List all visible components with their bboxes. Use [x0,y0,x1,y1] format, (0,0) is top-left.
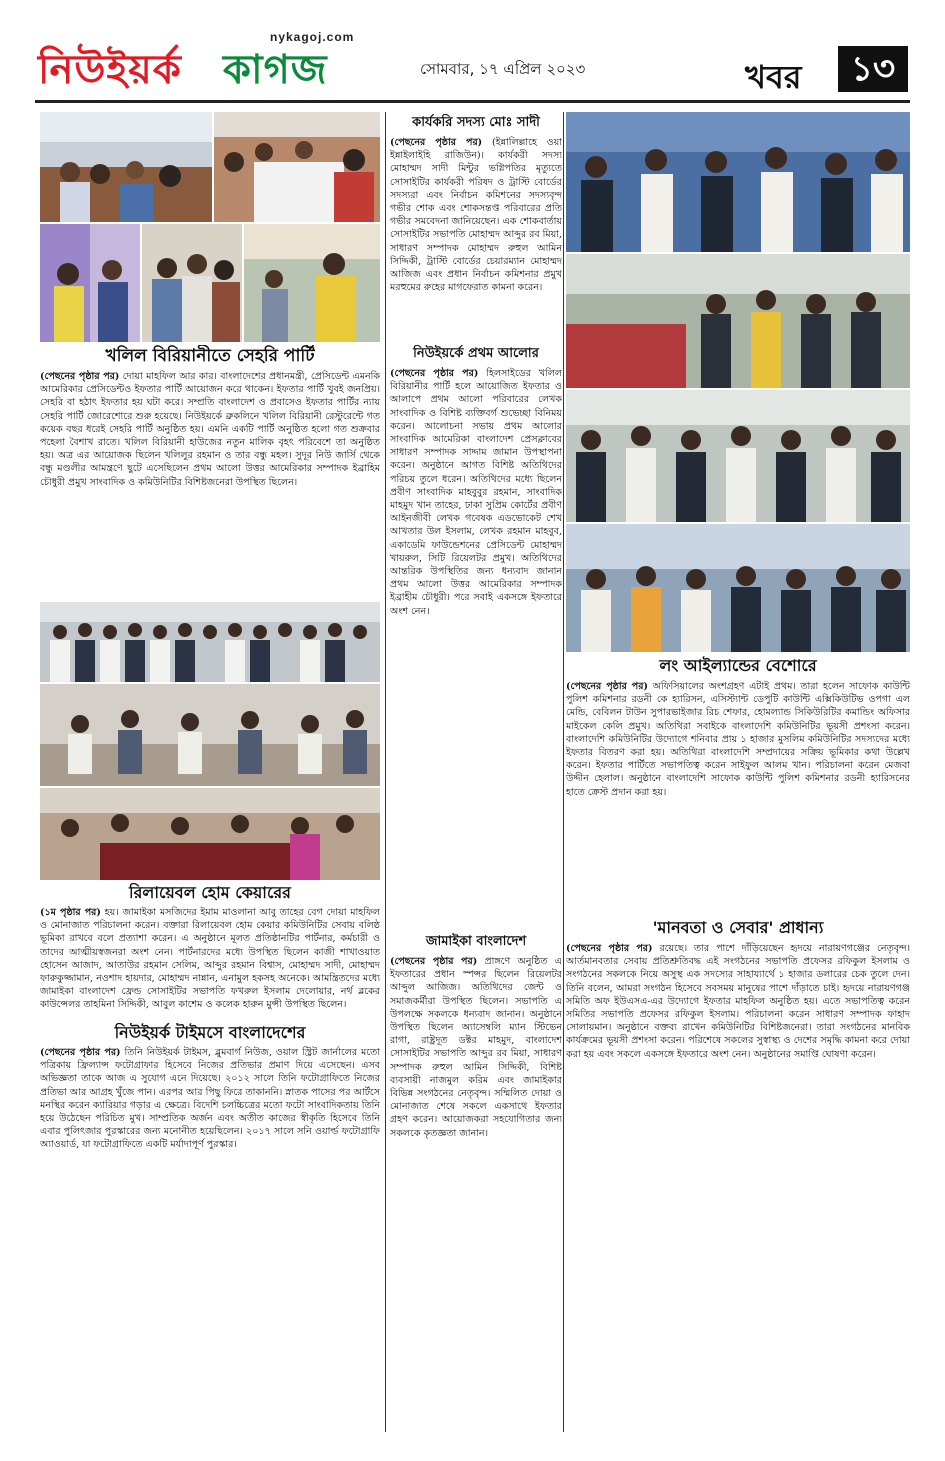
photo-biryani-4 [142,224,242,342]
headline-nyt: নিউইয়র্ক টাইমসে বাংলাদেশের [114,1023,306,1042]
headline-biryani: খলিল বিরিয়ানীতে সেহরি পার্টি [105,346,315,366]
logo-left: নিউইয়র্ক [38,47,182,93]
photo-biryani-1 [40,112,212,222]
photo-reliable-1 [40,602,380,682]
lead-longisland: (পেছনের পৃষ্ঠার পর) [566,681,648,692]
lead-sadi: (পেছনের পৃষ্ঠার পর) [390,137,483,148]
lead-biryani: (পেছনের পৃষ্ঠার পর) [40,371,120,382]
article-prothom [390,367,562,925]
body-prothom: হিলসাইডের খলিল বিরিয়ানীর পার্টি হলে আয়োজিত ইফতার ও আলাপে প্রথম আলো পরিবারের লেখক সাংবাদিক ও বিশিষ্ট ব্যক্তিবর্গ শুভেচ্ছা বিনিময় করেন। আলোচনা সভায় প্রথম আলোর সাংবাদিক আমেরিকা বাংলাদেশ প্রেসক্লাবের সাধারণ সম্পাদক সাদ্দাম জামান উপস্থাপনা করেন। অনুষ্ঠানে আগত বিশিষ্ট অতিথিদের পরিচয় তুলে ধরেন। অতিথিদের মধ্যে ছিলেন প্রবীণ সাংবাদিক মাহবুবুর রহমান, সাংবাদিক মাহমুদ খান তাহের, ঢাকা সুপ্রিম কোর্টের প্রবীণ আইনজীবী লেখক গবেষক এডভোকেট শেখ আখতার উল ইসলাম, লেখক রহমান মাহবুব, একাডেমি ফাউন্ডেশনের প্রেসিডেন্ট মোহাম্মদ খায়রুল, সিটি রিয়েলটর প্রমুখ। অতিথিদের আন্তরিক উপস্থিতির জন্য ধন্যবাদ জানান প্রথম আলো উত্তর আমেরিকার সম্পাদক ইব্রাহীম চৌধুরী। পরে সবাই একসঙ্গে ইফতারে অংশ নেন। [390,368,562,617]
masthead [0,0,945,100]
photo-reliable-2 [40,684,380,786]
article-humanity [566,942,910,1432]
article-sadi [390,136,562,331]
issue-date: সোমবার, ১৭ এপ্রিল ২০২৩ [420,60,586,78]
photo-longisland-2 [566,254,910,388]
lead-humanity: (পেছনের পৃষ্ঠার পর) [566,943,653,954]
logo-url: nykagoj.com [270,30,355,44]
lead-nyt: (পেছনের পৃষ্ঠার পর) [40,1047,121,1058]
column-rule-1 [385,112,386,1432]
headline-longisland: লং আইল্যান্ডের বেশোরে [659,656,817,675]
column-rule-2 [563,112,564,1432]
body-longisland: অফিসিয়ালের অংশগ্রহণ এটাই প্রথম। তারা হলেন সাফোক কাউন্টি পুলিশ কমিশনার রডনী কে হ্যারিসন, এসিস্ট্যান্ট ডেপুটি কাউন্টি এক্সিকিউটিভ ওপগা এল মেন্ডি, বেবিলন টাউন সুপারভাইজার রিচ শেফার, হোমল্যান্ড সিকিউরিটির কমান্ডিং অফিসার মাইকেল কেলি প্রমুখ। অতিথিরা সবাইকে বাংলাদেশি কমিউনিটির ভূয়সী প্রশংসা করেন। বাংলাদেশি কমিউনিটির উদ্যোগে শনিবার প্রায় ১ হাজার মুসলিম কমিউনিটির সদস্যদের মধ্যে ইফতার বিতরণ করা হয়। অতিথিরা বাংলাদেশি সম্প্রদায়ের সক্রিয় ভূমিকার কথা উল্লেখ করেন। ইফতার পার্টিতে সভাপতিত্ব করেন সাইফুল আলম খান। পরিচালনা করেন মেজবা উদ্দীন হেলাল। অনুষ্ঠানে বাংলাদেশি সাফোক কাউন্টি পুলিশ কমিশনার রডনী হ্যারিসনের হাতে ক্রেস্ট প্রদান করা হয়। [566,681,910,798]
section-name: খবর [745,58,802,96]
headline-humanity: 'মানবতা ও সেবার' প্রাধান্য [652,918,824,937]
headline-prothom: নিউইয়র্কে প্রথম আলোর [413,346,539,361]
photo-longisland-3 [566,390,910,522]
article-jamaica [390,955,562,1433]
article-biryani [40,370,380,600]
body-nyt: তিনি নিউইয়র্ক টাইমস, ব্লুমবার্গ নিউজ, ওয়াল স্ট্রিট জার্নালের মতো পত্রিকায় ফ্রিল্যান্স ফটোগ্রাফার হিসেবে নিজের প্রতিভার প্রমাণ দিয়ে এসেছেন। এসব অভিজ্ঞতা তাকে আজ এ সুযোগ এনে দিয়েছে। ২০১২ সালে তিনি ফটোগ্রাফিতে নিজের প্রতিভা আর আগ্রহ খুঁজে পান। এরপর আর পিছু ফিরে তাকাননি। স্নাতক পাসের পর আর্টসে মনস্থির করেন ক্যারিয়ার গড়ার এ ক্ষেত্রে। বিদেশি চলচ্চিত্রের মতো ফটো সাংবাদিকতায় তিনি হয়ে উঠেছেন পরিচিত মুখ। সাম্প্রতিক অর্জন এবং অতীত কাজের স্বীকৃতি হিসেবে তিনি এবার পুলিৎজার পুরস্কারের জন্য মনোনীত হয়েছিলেন। ২০১৭ সালে সনি ওয়ার্ল্ড ফটোগ্রাফি অ্যাওয়ার্ড, যা ফটোগ্রাফিতে একটি মর্যাদাপূর্ণ পুরস্কার। [40,1047,380,1151]
logo-right: কাগজ [223,47,328,93]
lead-reliable: (১ম পৃষ্ঠার পর) [40,907,101,918]
body-biryani: দোয়া মাহফিল আর কার। বাংলাদেশের প্রধানমন্ত্রী, প্রেসিডেন্ট এমনকি আমেরিকার প্রেসিডেন্টও ইফতার পার্টি আয়োজন করে থাকেন। ইফতার পার্টি খুবই জনপ্রিয়। সেহরি বা হঠাৎ ইফতার হয় ঘটা করে। সম্প্রতি বাংলাদেশ ও প্রবাসেও ইফতার পার্টির ন্যায় সেহরি পার্টি জোরেশোরে শুরু হয়েছে। নিউইয়র্কে ব্রুকলিনে খলিল বিরিয়ানী রেস্টুরেন্টে গত কয়েক বছর ধরেই সেহরি পার্টি অনুষ্ঠিত হয়। এমনি একটি পার্টি অনুষ্ঠিত হলো গত শুক্রবার পহেলা বৈশাখ রাতে। খলিল বিরিয়ানী হাউজের নতুন মালিক বৃহৎ পরিবেশে তা অনুষ্ঠিত হয়। অত্র এর আয়োজক ছিলেন খলিলুর রহমান ও তার বন্ধু মহল। সুদূর নিউ জার্সি থেকে বন্ধু মণ্ডলীর আমন্ত্রণে ছুটে এসেছিলেন প্রথম আলো উত্তর আমেরিকার সম্পাদক ইব্রাহিম চৌধুরী প্রমুখ সাংবাদিক ও কমিউনিটির বিশিষ্টজনেরা উপস্থিত ছিলেন। [40,371,380,488]
body-jamaica: প্রাঙ্গণে অনুষ্ঠিত এ ইফতারের প্রধান স্পন্সর ছিলেন রিয়েলটর আব্দুল আজিজ। অতিথিদের জেন্ট ও সমাজকর্মীরা উপস্থিত ছিলেন। সভাপতি এ উপলক্ষে সকলকে ধন্যবাদ জানান। অনুষ্ঠানে উপস্থিত ছিলেন অ্যাসেম্বলি ম্যান স্টিভেন রাগা, রাষ্ট্রদূত ডক্টর মাহমুদ, বাংলাদেশ সোসাইটির সভাপতি আব্দুর রব মিয়া, সাধারণ সম্পাদক রুহুল আমিন সিদ্দিকী, বিশিষ্ট ব্যবসায়ী নাজমুল করিম এবং জামাইকার বিভিন্ন সংগঠনের নেতৃবৃন্দ। সম্মিলিত দোয়া ও মোনাজাত শেষে সকলে একসাথে ইফতার গ্রহণ করেন। আয়োজকরা সহযোগিতার জন্য সকলকে কৃতজ্ঞতা জানান। [390,956,562,1139]
lead-prothom: (পেছনের পৃষ্ঠার পর) [390,368,479,379]
article-nyt [40,1046,380,1431]
header-rule [35,100,910,103]
newspaper-logo [38,30,398,98]
lead-jamaica: (পেছনের পৃষ্ঠার পর) [390,956,478,967]
photo-longisland-1 [566,112,910,252]
page-number: ১৩ [838,46,908,92]
photo-longisland-4 [566,524,910,652]
photo-reliable-3 [40,788,380,880]
photo-biryani-2 [214,112,380,222]
body-reliable: হয়। জামাইকা মসজিদের ইমাম মাওলানা আবু তাহের বেগ দোয়া মাহফিল ও মোনাজাত পরিচালনা করেন। বক্তারা রিলায়েবল হোম কেয়ার কমিউনিটির সেবায় বলিষ্ঠ ভূমিকা রাখবে বলে প্রত্যাশা করেন। এ অনুষ্ঠানে মূলত প্রতিষ্ঠানটির পার্টনার, কর্মচারী ও তাদের আত্মীয়স্বজনরা অংশ নেন। পার্টনারদের মধ্যে উপস্থিত ছিলেন কাজী শাখাওয়াত হোসেন আজাদ, আতাউর রহমান সেলিম, আব্দুর রহমান বিশ্বাস, মোহাম্মদ সাদী, মোহাম্মদ ফারুকুজ্জামান, নওশাদ হায়দার, মোহাম্মদ নান্নান, এনামুল হকসহ অনেকে। আমন্ত্রিতদের মধ্যে জামাইকা বাংলাদেশ ফ্রেন্ড সোসাইটির সভাপতি ফখরুল ইসলাম দেলোয়ার, নর্থ ব্লকের কাউন্সেলর তাহমিনা সিদ্দিকী, আবুল কাশেম ও কলেক হারুন মুন্সী উপস্থিত ছিলেন। [40,907,380,1011]
body-humanity: রয়েছে। তার পাশে দাঁড়িয়েছেন হৃদয়ে নারায়ণগঞ্জের নেতৃবৃন্দ। আর্তমানবতার সেবায় প্রতিশ্রুতিবদ্ধ এই সংগঠনের সভাপতি প্রফেসর রফিকুল ইসলাম ও সংগঠনের সকলকে নিয়ে অসুস্থ এক সদস্যের সাহায্যার্থে ১ হাজার ডলারের চেক তুলে দেন। তিনি বলেন, আমরা সংগঠন হিসেবে সবসময় মানুষের পাশে দাঁড়াতে চাই। হৃদয়ে নারায়ণগঞ্জ সমিতি অফ ইউএসএ-এর উদ্যোগে ইফতার মাহফিল অনুষ্ঠিত হয়। এতে সভাপতিত্ব করেন সমিতির সভাপতি প্রফেসর রফিকুল ইসলাম। পরিচালনা করেন সাধারণ সম্পাদক ফাহাদ সোলায়মান। অনুষ্ঠানে বক্তব্য রাখেন কমিউনিটির বিশিষ্টজনেরা। তারা সংগঠনের মানবিক কার্যক্রমের ভূয়সী প্রশংসা করেন। পরিশেষে সকলের সুস্বাস্থ্য ও দেশের সমৃদ্ধি কামনা করে দোয়া করা হয় এবং সকলে একসঙ্গে ইফতারে অংশ নেন। অনুষ্ঠানের সমাপ্তি ঘোষণা করেন। [566,943,910,1060]
photo-biryani-5 [244,224,380,342]
body-sadi: (ইন্নালিল্লাহে ওয়া ইন্নাইলাইহি রাজিউন)। কার্যকরী সদস্য মোহাম্মদ সাদী মিন্টুর ভগ্নিপতির মৃত্যুতে সোসাইটির কার্যকরী পরিষদ ও ট্রাস্টি বোর্ডের সদস্যরা এবং নির্বাচন কমিশনের সদস্যবৃন্দ গভীর শোক এবং শোকসন্তপ্ত পরিবারের প্রতি গভীর সমবেদনা জানিয়েছেন। এক শোকবার্তায় সোসাইটির সভাপতি মোহাম্মদ আব্দুর রব মিয়া, সাধারণ সম্পাদক মোহাম্মদ রুহুল আমিন সিদ্দিকী, ট্রাস্টি বোর্ডের চেয়ারম্যান মোহাম্মদ আজিজ এবং প্রধান নির্বাচন কমিশনার প্রমুখ মরহুমের রুহের মাগফেরাত কামনা করেন। [390,137,562,294]
article-reliable [40,906,380,1018]
headline-reliable: রিলায়েবল হোম কেয়ারের [129,883,291,902]
headline-jamaica: জামাইকা বাংলাদেশ [425,934,527,949]
article-longisland [566,680,910,912]
photo-biryani-3 [40,224,140,342]
headline-sadi: কার্যকরি সদস্য মোঃ সাদী [412,115,540,130]
